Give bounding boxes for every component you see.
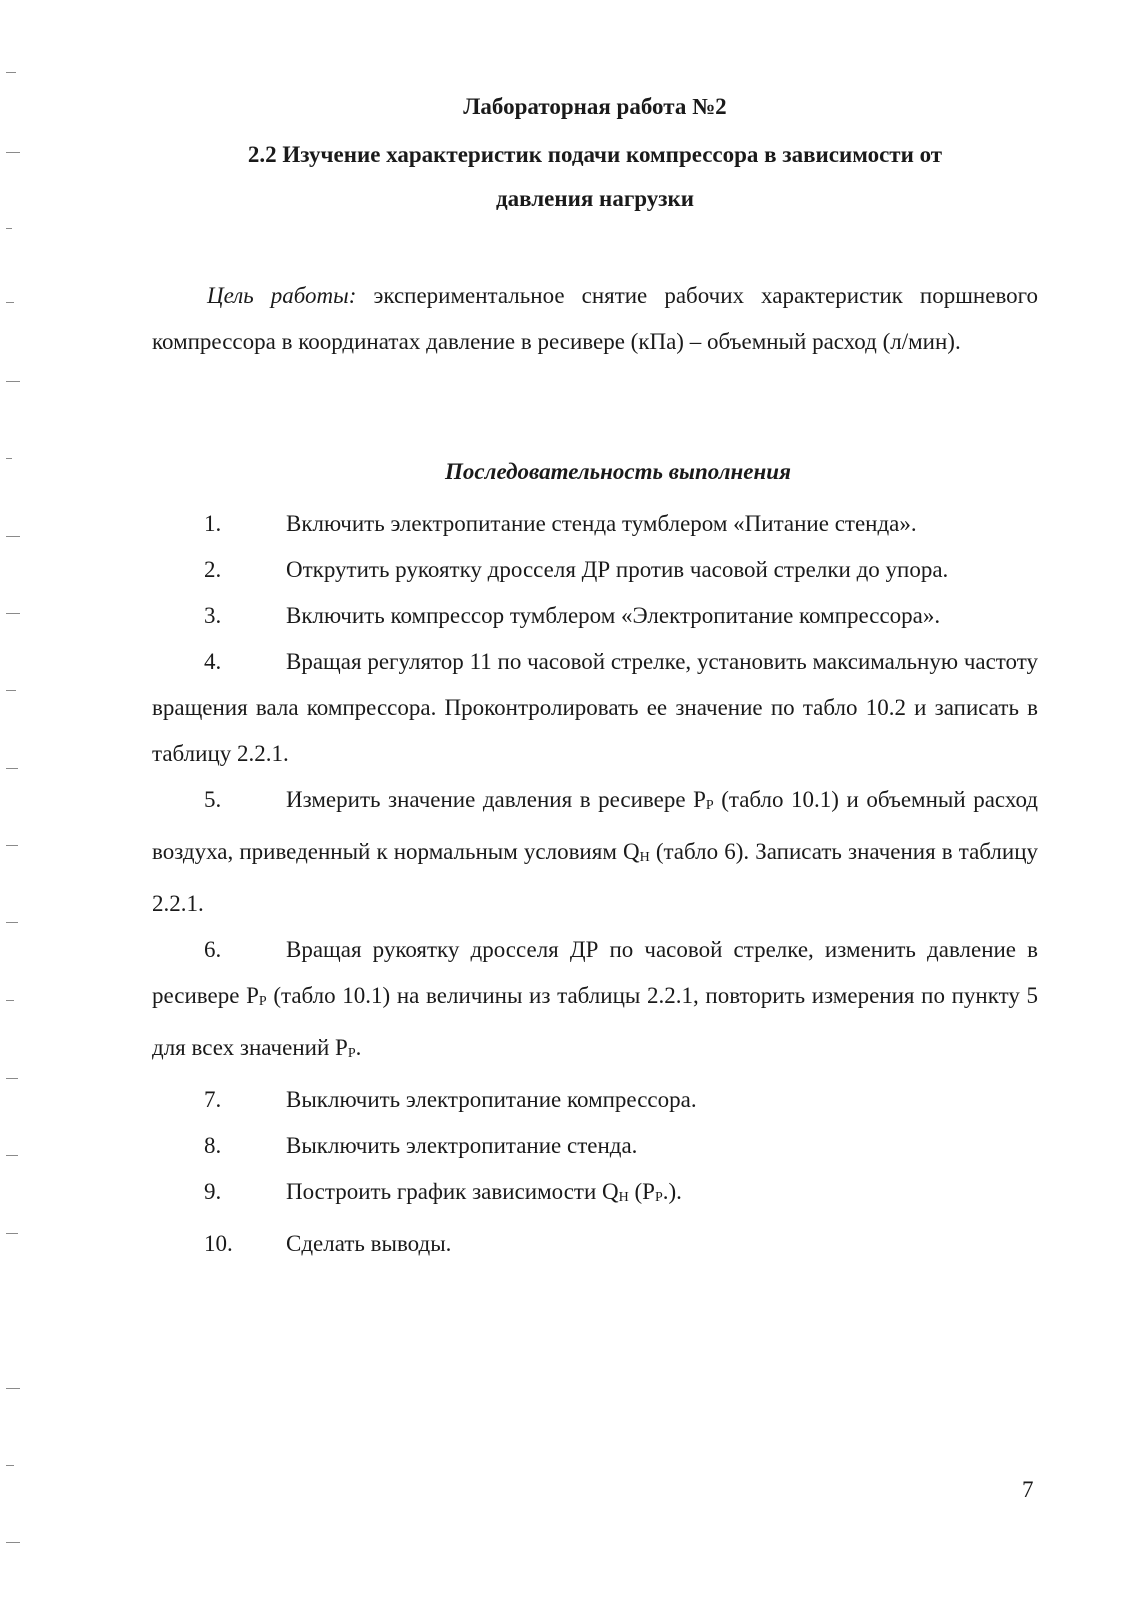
goal-paragraph xyxy=(152,273,1038,365)
sequence-heading: Последовательность выполнения xyxy=(445,459,791,484)
list-item: 7. Выключить электропитание компрессора. xyxy=(204,1087,697,1112)
list-item: 8. Выключить электропитание стенда. xyxy=(204,1133,638,1158)
section-title-line2: давления нагрузки xyxy=(496,186,694,211)
list-item: 4. Вращая регулятор 11 по часовой стрелке, установить максимальную частоту вращения вала компрессора. Проконтролировать ее значение по табло 10.2 и записать в таблицу 2.2.1. xyxy=(152,649,1038,766)
steps-list xyxy=(152,501,1038,1267)
list-item: 3. Включить компрессор тумблером «Электропитание компрессора». xyxy=(204,603,941,628)
list-item: 1. Включить электропитание стенда тумблером «Питание стенда». xyxy=(204,511,917,536)
scan-margin-marks xyxy=(6,0,26,1600)
list-item: 5. Измерить значение давления в ресивере $P_Р$ (табло 10.1) и объемный расход воздуха, приведенный к нормальным условиям $Q_Н$ (табло 6). Записать значения в таблицу 2.2.1. xyxy=(152,787,1038,916)
page-number: 7 xyxy=(1022,1477,1034,1502)
lab-title: Лабораторная работа №2 xyxy=(463,94,727,119)
list-item: 10. Сделать выводы. xyxy=(204,1231,452,1256)
list-item: 9. Построить график зависимости $Q_Н$ $(P_Р.)$. xyxy=(204,1179,682,1205)
list-item: 6. Вращая рукоятку дросселя ДР по часовой стрелке, изменить давление в ресивере $P_Р$ (табло 10.1) на величины из таблицы 2.2.1, повторить измерения по пункту 5 для всех значений $P_Р$. xyxy=(152,937,1038,1061)
goal-text: экспериментальное снятие рабочих характеристик поршневого компрессора в координатах давление в ресивере (кПа) – объемный расход (л/мин). xyxy=(152,283,1039,354)
list-item: 2. Открутить рукоятку дросселя ДР против часовой стрелки до упора. xyxy=(204,557,949,582)
section-title-line1: 2.2 Изучение характеристик подачи компрессора в зависимости от xyxy=(247,142,943,167)
goal-label: Цель работы: xyxy=(207,283,357,308)
